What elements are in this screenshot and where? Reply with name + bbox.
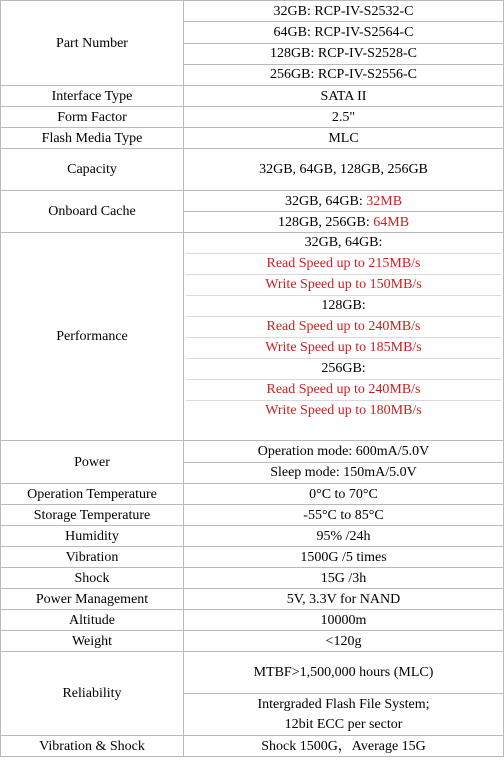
operation-temperature-label: Operation Temperature: [1, 484, 184, 505]
part-number-label: Part Number: [1, 1, 184, 86]
storage-temperature-label: Storage Temperature: [1, 505, 184, 526]
write-speed: Write Speed up to 185MB/s: [186, 337, 501, 358]
vibration-shock-label: Vibration & Shock: [1, 736, 184, 757]
performance-heading: 256GB:: [186, 358, 501, 379]
vibration-value: 1500G /5 times: [184, 547, 504, 568]
table-row-shock: [1, 568, 504, 589]
interface-type-value: SATA II: [184, 86, 504, 107]
onboard-cache-line: [184, 191, 504, 212]
table-row-altitude: [1, 610, 504, 631]
part-number-value: 128GB: RCP-IV-S2528-C: [184, 43, 504, 64]
vibration-label: Vibration: [1, 547, 184, 568]
table-row-storage-temperature: [1, 505, 504, 526]
flash-media-type-value: MLC: [184, 128, 504, 149]
table-row-interface-type: [1, 86, 504, 107]
write-speed: Write Speed up to 150MB/s: [186, 274, 501, 295]
interface-type-label: Interface Type: [1, 86, 184, 107]
table-row-vibration: [1, 547, 504, 568]
reliability-line: 12bit ECC per sector: [284, 716, 403, 732]
table-row-part-number: [1, 1, 504, 22]
table-row-power-management: [1, 589, 504, 610]
read-speed: Read Speed up to 215MB/s: [186, 253, 501, 274]
shock-label: Shock: [1, 568, 184, 589]
table-row-flash-media-type: [1, 128, 504, 149]
operation-temperature-value: 0°C to 70°C: [184, 484, 504, 505]
table-row-weight: [1, 631, 504, 652]
storage-temperature-value: -55°C to 85°C: [184, 505, 504, 526]
onboard-cache-prefix: 32GB, 64GB:: [284, 193, 367, 209]
table-row-power: [1, 441, 504, 463]
altitude-value: 10000m: [184, 610, 504, 631]
weight-value: <120g: [184, 631, 504, 652]
read-speed: Read Speed up to 240MB/s: [186, 379, 501, 400]
vibration-shock-value: Shock 1500G，Average 15G: [184, 736, 504, 757]
form-factor-label: Form Factor: [1, 107, 184, 128]
table-row-operation-temperature: [1, 484, 504, 505]
table-row-capacity: [1, 149, 504, 191]
onboard-cache-label: Onboard Cache: [1, 191, 184, 233]
performance-label: Performance: [1, 233, 184, 441]
power-label: Power: [1, 441, 184, 484]
altitude-label: Altitude: [1, 610, 184, 631]
table-row-reliability: [1, 652, 504, 694]
performance-heading: 32GB, 64GB:: [304, 235, 383, 250]
performance-group: [186, 233, 501, 421]
shock-value: 15G /3h: [184, 568, 504, 589]
table-row-performance: [1, 233, 504, 441]
table-row-humidity: [1, 526, 504, 547]
performance-heading: 128GB:: [186, 295, 501, 316]
table-row-vibration-shock: [1, 736, 504, 757]
part-number-value: 32GB: RCP-IV-S2532-C: [184, 1, 504, 22]
capacity-label: Capacity: [1, 149, 184, 191]
onboard-cache-size: 64MB: [373, 214, 410, 230]
read-speed: Read Speed up to 240MB/s: [186, 316, 501, 337]
power-management-value: 5V, 3.3V for NAND: [184, 589, 504, 610]
write-speed: Write Speed up to 180MB/s: [186, 400, 501, 421]
power-management-label: Power Management: [1, 589, 184, 610]
reliability-value: MTBF>1,500,000 hours (MLC): [184, 652, 504, 694]
reliability-label: Reliability: [1, 652, 184, 736]
power-value: Operation mode: 600mA/5.0V: [184, 441, 504, 463]
part-number-value: 256GB: RCP-IV-S2556-C: [184, 64, 504, 85]
part-number-value: 64GB: RCP-IV-S2564-C: [184, 22, 504, 43]
table-row-form-factor: [1, 107, 504, 128]
power-value: Sleep mode: 150mA/5.0V: [184, 462, 504, 484]
flash-media-type-label: Flash Media Type: [1, 128, 184, 149]
humidity-value: 95% /24h: [184, 526, 504, 547]
reliability-value-multi: [184, 694, 504, 736]
weight-label: Weight: [1, 631, 184, 652]
onboard-cache-prefix: 128GB, 256GB:: [277, 214, 374, 230]
reliability-line: Intergraded Flash File System;: [257, 696, 430, 712]
onboard-cache-size: 32MB: [366, 193, 403, 209]
capacity-value: 32GB, 64GB, 128GB, 256GB: [184, 149, 504, 191]
form-factor-value: 2.5": [184, 107, 504, 128]
performance-value: [184, 233, 504, 441]
table-row-onboard-cache: [1, 191, 504, 212]
humidity-label: Humidity: [1, 526, 184, 547]
onboard-cache-line: [184, 212, 504, 233]
